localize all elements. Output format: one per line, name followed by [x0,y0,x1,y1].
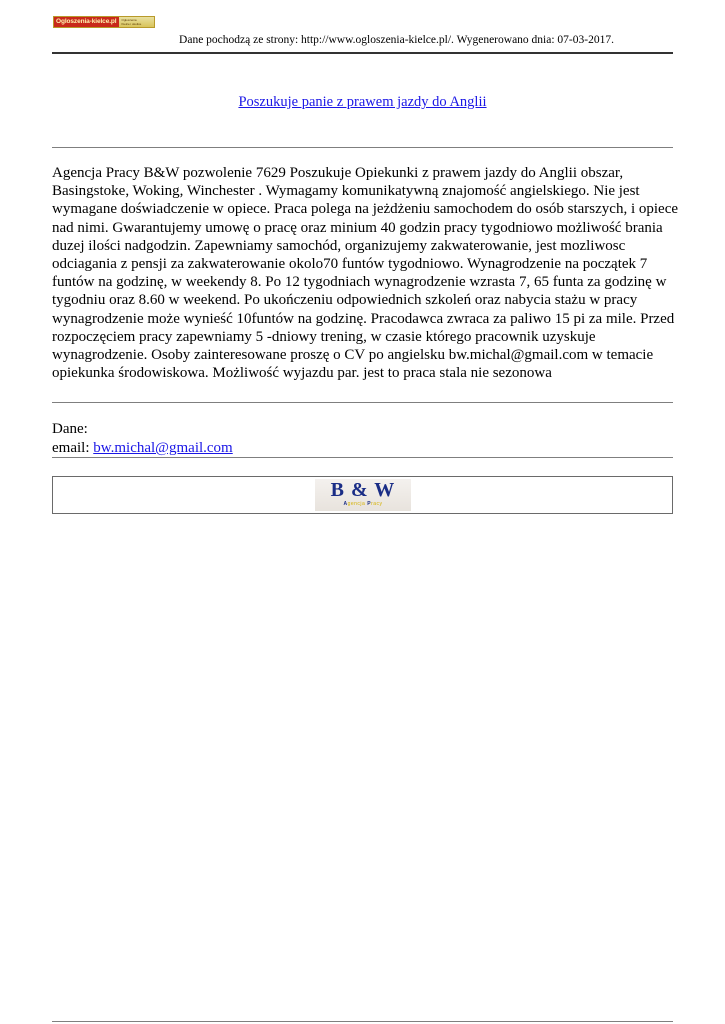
site-logo-subtext-2: Kielce i okolice [121,22,142,26]
description-line: odciagania z pensji za zakwaterowanie okolo70 funtów tygodniowo. Wynagrodzenie na początek 7 [52,256,648,273]
description-divider [52,402,673,403]
company-logo [315,479,411,511]
description-line: funtów na godzinę, w weekendy 8. Po 12 tygodniach wynagrodzenie wzrasta 7, 65 funta za godzinę w [52,274,667,291]
email-link[interactable]: bw.michal@gmail.com [93,440,233,456]
listing-description [52,164,677,382]
email-label: email: [52,440,94,456]
logo-sub-end: racy [371,501,383,507]
site-logo-text: Ogloszenia-kielce.pl [56,18,117,25]
description-line: wymagane doświadczenie w opiece. Praca polega na jeżdżeniu samochodem do osób starszych, i opiece [52,201,679,218]
description-line: wynagrodzenie. Osoby zainteresowane proszę o CV po angielsku bw.michal@gmail.com w temacie [52,347,654,364]
description-line: rozpoczęciem pracy zapewniamy 5 -dniowy trening, w czasie którego pracownik uzyskuje [52,328,596,345]
description-line: Agencja Pracy B&W pozwolenie 7629 Poszukuje Opiekunki z prawem jazdy do Anglii obszar, [52,165,624,181]
contact-email-row [52,439,233,457]
logo-sub-initial-a: A [343,501,348,507]
site-logo[interactable] [53,16,155,28]
description-line: wynagrodzenie może wynieść 10funtów na godzinę. Pracodawca zwraca za paliwo 15 pi za mile. Przed [52,310,675,327]
contact-divider [52,457,673,458]
contact-label: Dane: [52,421,88,437]
logo-sub-initial-p: P [367,501,372,507]
site-logo-subtext [119,18,142,26]
site-logo-subtext-1: Ogłoszenia [121,18,137,22]
description-line: tygodniu oraz 8.60 w weekend. Po ukończeniu odpowiednich szkoleń oraz nabycia stażu w pracy [52,292,638,309]
description-line: duzej ilości nadgodzin. Zapewniamy samochód, organizujemy zakwaterowanie, jest mozliwosc [52,237,626,254]
header-divider [52,52,673,54]
company-logo-subtitle [315,501,411,508]
footer-divider [52,1021,673,1022]
listing-title [0,94,725,111]
title-divider [52,147,673,148]
description-line: Basingstoke, Woking, Winchester . Wymagamy komunikatywną znajomość angielskiego. Nie jest [52,183,640,200]
description-line: nad nimi. Gwarantujemy umowę o pracę oraz minium 40 godzin pracy tygodniowo możliwość brania [52,219,663,236]
company-logo-box [52,476,673,514]
source-note: Dane pochodzą ze strony: http://www.ogloszenia-kielce.pl/. Wygenerowano dnia: 07-03-2017. [179,34,614,46]
listing-title-link[interactable]: Poszukuje panie z prawem jazdy do Anglii [238,94,487,110]
company-logo-main: B & W [330,479,396,501]
description-line: opiekunka środowiskowa. Możliwość wyjazdu par. jest to praca stala nie sezonowa [52,365,552,382]
logo-sub-middle: gencja [347,501,368,507]
